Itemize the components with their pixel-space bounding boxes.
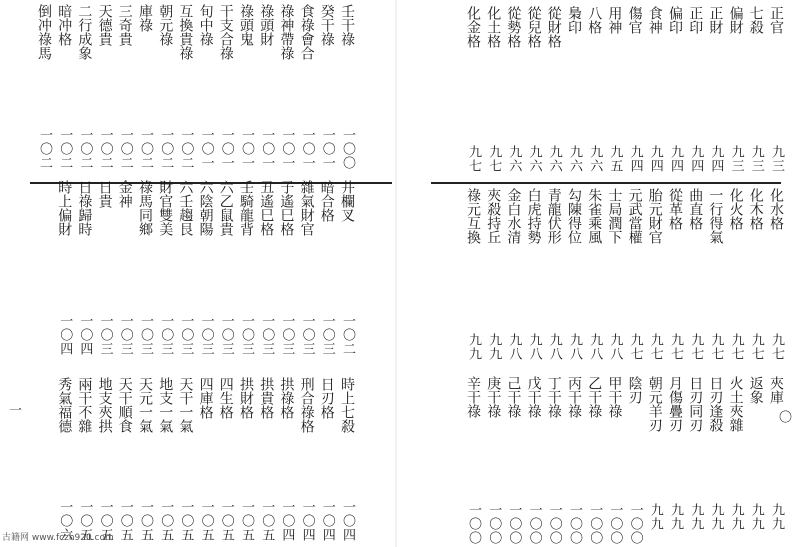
entry-page-number: 九六 — [587, 145, 603, 173]
entry-name: 夾庫 — [768, 376, 784, 404]
left-page — [0, 0, 396, 547]
entry-page-number: 一〇一 — [239, 128, 254, 170]
entry-page-number: 一〇三 — [158, 314, 174, 356]
entry-name: 三奇貴 — [116, 4, 133, 46]
entry-page-number: 一〇〇 — [587, 503, 603, 545]
entry-page-number: 一〇五 — [178, 500, 194, 542]
entry-name: 化水格 — [768, 188, 784, 230]
entry-page-number: 九八 — [526, 333, 542, 361]
entry-name: 元武當權 — [626, 188, 643, 244]
entry-page-number: 一〇一 — [218, 128, 234, 170]
entry-name: 七殺 — [747, 6, 764, 34]
entry-name: 天干一氣 — [177, 377, 194, 433]
entry-page-number: 一〇三 — [259, 314, 275, 356]
entry-name: 夾殺持丘 — [485, 188, 502, 244]
entry-name: 己干祿 — [505, 376, 522, 418]
entry-name: 四生格 — [217, 377, 234, 419]
entry-page-number: 一〇二 — [37, 128, 52, 170]
entry-name: 化火格 — [727, 188, 744, 230]
entry-name: 日刃逢殺 — [707, 376, 724, 432]
entry-page-number: 一〇二 — [97, 128, 113, 170]
entry-name: 朝元祿 — [157, 4, 174, 46]
entry-page-number: 一〇一 — [259, 128, 275, 170]
entry-page-number: 一〇二 — [138, 128, 153, 170]
entry-page-number: 一〇五 — [138, 500, 153, 542]
entry-page-number: 一〇五 — [77, 500, 93, 542]
entry-page-number: 九七 — [668, 333, 683, 361]
folio-number: 〇 — [776, 410, 791, 423]
entry-name: 六陰朝陽 — [197, 180, 214, 236]
entry-name: 正財 — [707, 6, 724, 34]
entry-name: 子遙巳格 — [278, 180, 295, 236]
entry-name: 丑遙巳格 — [258, 180, 275, 236]
entry-page-number: 九三 — [748, 145, 764, 173]
entry-name: 日貴 — [96, 180, 113, 208]
entry-page-number: 一〇〇 — [546, 503, 562, 545]
entry-name: 梟印 — [566, 6, 582, 34]
entry-page-number: 一〇〇 — [567, 503, 582, 545]
entry-page-number: 一〇二 — [77, 128, 93, 170]
entry-name: 一行得氣 — [707, 188, 724, 244]
entry-name: 天干順食 — [116, 377, 133, 433]
entry-name: 時上七殺 — [339, 377, 355, 433]
entry-page-number: 一〇五 — [218, 500, 234, 542]
entry-name: 勾陳得位 — [566, 188, 582, 244]
entry-page-number: 九八 — [567, 333, 582, 361]
entry-page-number: 一〇二 — [158, 128, 174, 170]
entry-name: 天元一氣 — [137, 377, 153, 433]
entry-name: 天德貴 — [96, 4, 113, 46]
entry-name: 拱貴格 — [258, 377, 275, 419]
entry-page-number: 一〇三 — [218, 314, 234, 356]
entry-page-number: 一〇二 — [117, 128, 133, 170]
entry-page-number: 一〇三 — [299, 314, 315, 356]
entry-name: 互換貴祿 — [177, 4, 194, 60]
entry-page-number: 一〇〇 — [506, 503, 522, 545]
entry-name: 化金格 — [465, 6, 481, 48]
entry-name: 祿元互換 — [465, 188, 481, 244]
entry-name: 八格 — [586, 6, 603, 34]
entry-page-number: 一〇四 — [77, 314, 93, 356]
entry-name: 庫祿 — [137, 4, 153, 32]
entry-name: 白虎持勢 — [525, 188, 542, 244]
entry-name: 甲干祿 — [606, 376, 623, 418]
entry-page-number: 一〇〇 — [627, 503, 643, 545]
entry-name: 辛干祿 — [465, 376, 481, 418]
entry-page-number: 九八 — [546, 333, 562, 361]
entry-page-number: 九七 — [466, 145, 481, 173]
entry-page-number: 九七 — [688, 333, 704, 361]
entry-page-number: 一〇四 — [299, 500, 315, 542]
entry-name: 食祿會合 — [298, 4, 315, 60]
entry-name: 用神 — [606, 6, 623, 34]
entry-name: 士局潤下 — [606, 188, 623, 244]
entry-page-number: 一〇〇 — [466, 503, 481, 545]
entry-name: 戊干祿 — [525, 376, 542, 418]
entry-name: 偏印 — [667, 6, 683, 34]
entry-page-number: 九六 — [567, 145, 582, 173]
entry-page-number: 九六 — [546, 145, 562, 173]
entry-name: 祿頭財 — [258, 4, 275, 46]
entry-name: 乙干祿 — [586, 376, 603, 418]
entry-page-number: 九九 — [748, 503, 764, 531]
entry-page-number: 九九 — [466, 333, 481, 361]
entry-name: 四庫格 — [197, 377, 214, 419]
entry-name: 壬騎龍背 — [238, 180, 254, 236]
entry-page-number: 一〇一 — [319, 128, 335, 170]
entry-name: 雜氣財官 — [298, 180, 315, 236]
entry-page-number: 九九 — [668, 503, 683, 531]
entry-page-number: 一〇五 — [97, 500, 113, 542]
entry-name: 癸干祿 — [318, 4, 335, 46]
entry-name: 食神 — [646, 6, 663, 34]
entry-page-number: 一〇六 — [57, 500, 73, 542]
entry-page-number: 一〇二 — [340, 314, 355, 356]
entry-name: 祿馬同鄉 — [137, 180, 153, 236]
entry-name: 正印 — [687, 6, 704, 34]
entry-page-number: 九七 — [486, 145, 502, 173]
horizontal-rule — [431, 182, 781, 184]
entry-page-number: 一〇〇 — [340, 128, 355, 170]
entry-name: 祿神帶祿 — [278, 4, 295, 60]
entry-page-number: 一〇三 — [279, 314, 295, 356]
entry-page-number: 九六 — [506, 145, 522, 173]
entry-name: 從革格 — [667, 188, 683, 230]
entry-name: 丙干祿 — [566, 376, 582, 418]
entry-page-number: 一〇一 — [198, 128, 214, 170]
entry-name: 日刃格 — [318, 377, 335, 419]
entry-page-number: 一〇五 — [117, 500, 133, 542]
entry-page-number: 一〇二 — [57, 128, 73, 170]
entry-page-number: 一〇一 — [299, 128, 315, 170]
entry-page-number: 九三 — [769, 145, 784, 173]
entry-name: 化土格 — [485, 6, 502, 48]
entry-page-number: 一〇五 — [198, 500, 214, 542]
entry-page-number: 一〇三 — [97, 314, 113, 356]
entry-name: 六壬趨艮 — [177, 180, 194, 236]
entry-page-number: 九七 — [627, 333, 643, 361]
entry-page-number: 一〇三 — [117, 314, 133, 356]
entry-name: 庚干祿 — [485, 376, 502, 418]
entry-name: 返象 — [747, 376, 764, 404]
entry-name: 金白水清 — [505, 188, 522, 244]
entry-name: 從勢格 — [505, 6, 522, 48]
entry-name: 化木格 — [747, 188, 764, 230]
entry-page-number: 一〇五 — [259, 500, 275, 542]
entry-page-number: 九五 — [607, 145, 623, 173]
entry-name: 陰刃 — [626, 376, 643, 404]
entry-page-number: 九九 — [688, 503, 704, 531]
entry-page-number: 九九 — [769, 503, 784, 531]
entry-name: 丁干祿 — [545, 376, 562, 418]
entry-page-number: 九七 — [708, 333, 724, 361]
entry-page-number: 九三 — [728, 145, 744, 173]
entry-name: 六乙鼠貴 — [217, 180, 234, 236]
entry-page-number: 一〇四 — [279, 500, 295, 542]
entry-page-number: 一〇三 — [319, 314, 335, 356]
entry-page-number: 一〇三 — [198, 314, 214, 356]
entry-page-number: 一〇四 — [319, 500, 335, 542]
entry-name: 地支一氣 — [157, 377, 174, 433]
watermark-text: 古籍网 www.fczh920.com — [2, 533, 114, 543]
entry-page-number: 一〇五 — [239, 500, 254, 542]
entry-name: 朱雀乘風 — [586, 188, 603, 244]
entry-page-number: 一〇五 — [158, 500, 174, 542]
entry-name: 火土夾雜 — [727, 376, 744, 432]
entry-name: 祿頭鬼 — [238, 4, 254, 46]
entry-name: 井欄叉 — [339, 180, 355, 222]
entry-page-number: 九七 — [769, 333, 784, 361]
entry-page-number: 九九 — [708, 503, 724, 531]
entry-name: 青龍伏形 — [545, 188, 562, 244]
entry-page-number: 九七 — [748, 333, 764, 361]
entry-name: 地支夾拱 — [96, 377, 113, 433]
entry-name: 拱祿格 — [278, 377, 295, 419]
entry-name: 時上偏財 — [56, 180, 73, 236]
entry-name: 胎元財官 — [646, 188, 663, 244]
entry-page-number: 一〇三 — [138, 314, 153, 356]
entry-name: 旬中祿 — [197, 4, 214, 46]
entry-page-number: 九八 — [607, 333, 623, 361]
entry-name: 從財格 — [545, 6, 562, 48]
entry-name: 偏財 — [727, 6, 744, 34]
entry-page-number: 一〇〇 — [486, 503, 502, 545]
entry-page-number: 九七 — [728, 333, 744, 361]
entry-page-number: 九九 — [728, 503, 744, 531]
entry-name: 正官 — [768, 6, 784, 34]
entry-page-number: 九九 — [647, 503, 663, 531]
entry-page-number: 一〇一 — [279, 128, 295, 170]
folio-number: 一 — [6, 403, 21, 416]
entry-page-number: 一〇三 — [239, 314, 254, 356]
entry-name: 干支合祿 — [217, 4, 234, 60]
entry-page-number: 九四 — [647, 145, 663, 173]
entry-page-number: 九九 — [486, 333, 502, 361]
entry-page-number: 九四 — [627, 145, 643, 173]
entry-name: 暗冲格 — [56, 4, 73, 46]
entry-name: 拱財格 — [238, 377, 254, 419]
entry-page-number: 一〇四 — [340, 500, 355, 542]
entry-name: 傷官 — [626, 6, 643, 34]
entry-name: 刑合祿格 — [298, 377, 315, 433]
entry-page-number: 一〇〇 — [607, 503, 623, 545]
entry-page-number: 九六 — [526, 145, 542, 173]
right-page — [397, 0, 793, 547]
entry-page-number: 九八 — [506, 333, 522, 361]
entry-name: 財官雙美 — [157, 180, 174, 236]
entry-page-number: 九八 — [587, 333, 603, 361]
entry-name: 二行成象 — [76, 4, 93, 60]
entry-page-number: 一〇四 — [57, 314, 73, 356]
entry-page-number: 九七 — [647, 333, 663, 361]
entry-page-number: 九四 — [708, 145, 724, 173]
entry-page-number: 一〇〇 — [526, 503, 542, 545]
entry-name: 秀氣福德 — [56, 377, 73, 433]
entry-name: 暗合格 — [318, 180, 335, 222]
entry-name: 壬干祿 — [339, 4, 355, 46]
entry-name: 兩干不雜 — [76, 377, 93, 433]
entry-page-number: 一〇三 — [178, 314, 194, 356]
entry-name: 倒冲祿馬 — [36, 4, 52, 60]
entry-name: 從兒格 — [525, 6, 542, 48]
entry-name: 月傷疊刃 — [667, 376, 683, 432]
entry-name: 朝元羊刃 — [646, 376, 663, 432]
entry-page-number: 九四 — [688, 145, 704, 173]
entry-name: 曲直格 — [687, 188, 704, 230]
entry-name: 金神 — [116, 180, 133, 208]
entry-page-number: 九四 — [668, 145, 683, 173]
entry-page-number: 一〇二 — [178, 128, 194, 170]
entry-name: 日刃同刃 — [687, 376, 704, 432]
entry-name: 日祿歸時 — [76, 180, 93, 236]
